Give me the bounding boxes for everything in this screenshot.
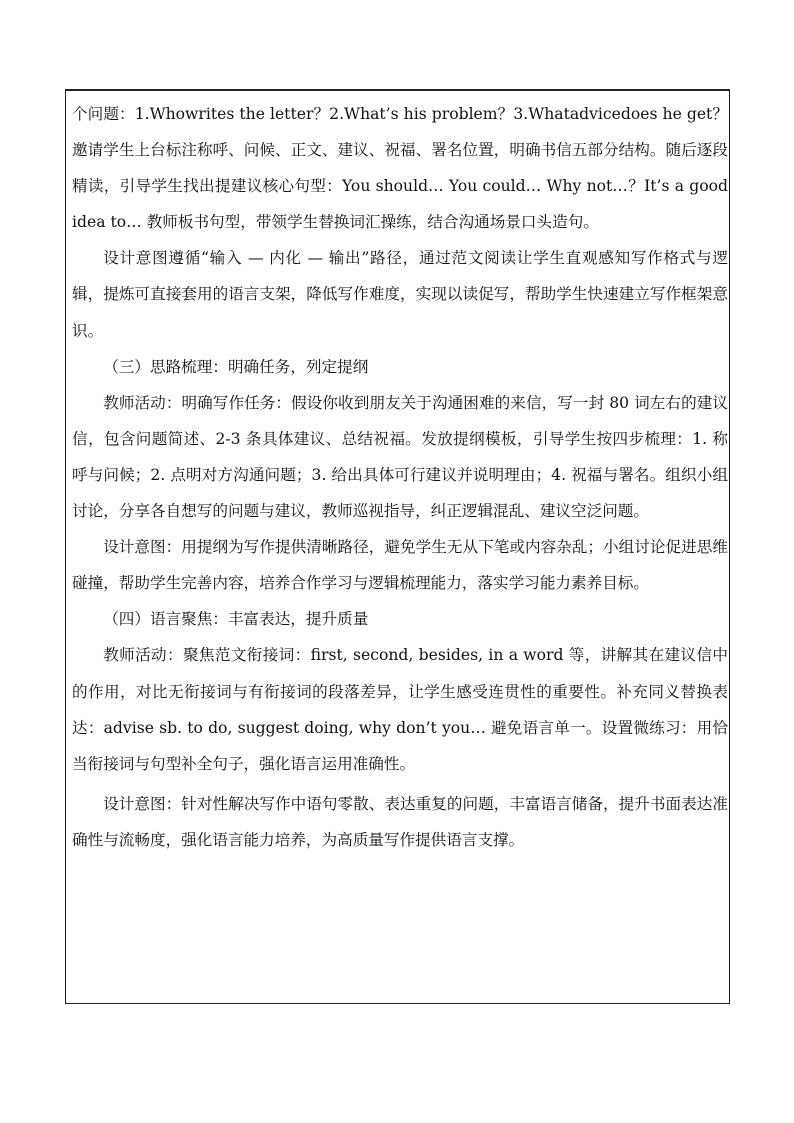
section-heading-outline: （三）思路梳理：明确任务，列定提纲 <box>103 357 369 376</box>
table-top-border <box>66 90 729 91</box>
lesson-plan-content <box>72 96 728 858</box>
paragraph-reading-activity: 个问题：1.Whowrites the letter？2.What’s his problem？3.Whatadvicedoes he get？邀请学生上台标注称呼、问候、正文、建议、祝福、署名位置，明确书信五部分结构。随后逐段精读，引导学生找出提建议核心句型：You should… You could… Why not…？It’s a good idea to… 教师板书句型，带领学生替换词汇操练，结合沟通场景口头造句。 <box>72 105 728 232</box>
paragraph-design-intent-language: 设计意图：针对性解决写作中语句零散、表达重复的问题，丰富语言储备，提升书面表达准确性与流畅度，强化语言能力培养，为高质量写作提供语言支撑。 <box>72 794 728 849</box>
paragraph-teacher-activity-outline: 教师活动：明确写作任务：假设你收到朋友关于沟通困难的来信，写一封 80 词左右的建议信，包含问题简述、2-3 条具体建议、总结祝福。发放提纲模板，引导学生按四步梳理：1. 称呼与问候；2. 点明对方沟通问题；3. 给出具体可行建议并说明理由；4. 祝福与署名。组织小组讨论，分享各自想写的问题与建议，教师巡视指导，纠正逻辑混乱、建议空泛问题。 <box>72 393 728 521</box>
paragraph-design-intent-reading: 设计意图遵循“输入 — 内化 — 输出”路径，通过范文阅读让学生直观感知写作格式与逻辑，提炼可直接套用的语言支架，降低写作难度，实现以读促写，帮助学生快速建立写作框架意识。 <box>72 249 728 340</box>
paragraph-teacher-activity-language: 教师活动：聚焦范文衔接词：first, second, besides, in a word 等，讲解其在建议信中的作用，对比无衔接词与有衔接词的段落差异，让学生感受连贯性的重要性。补充同义替换表达：advise sb. to do, suggest doing, why don’t you… 避免语言单一。设置微练习：用恰当衔接词与句型补全句子，强化语言运用准确性。 <box>72 646 728 773</box>
section-heading-language-focus: （四）语言聚焦：丰富表达，提升质量 <box>103 610 369 629</box>
paragraph-design-intent-outline: 设计意图：用提纲为写作提供清晰路径，避免学生无从下笔或内容杂乱；小组讨论促进思维碰撞，帮助学生完善内容，培养合作学习与逻辑梳理能力，落实学习能力素养目标。 <box>72 538 728 593</box>
